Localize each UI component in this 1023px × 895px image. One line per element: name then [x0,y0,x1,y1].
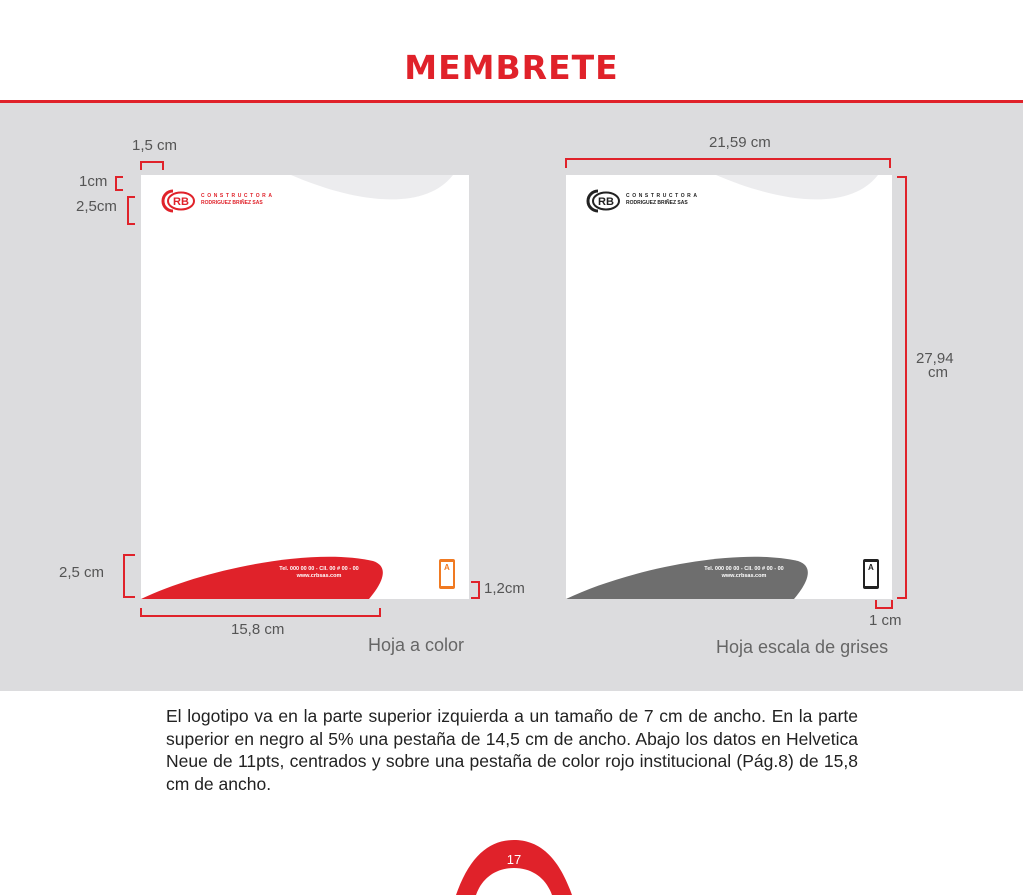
logo-line-2: RODRIGUEZ BRIÑEZ SAS [626,200,688,206]
page-number: 17 [506,852,522,867]
badge-letter: A [444,563,450,572]
footer-contact-line-2: www.crbsas.com [721,573,767,579]
caption-color-sheet: Hoja a color [368,635,465,655]
footer-contact-line-1: Tel. 000 00 00 - Cll. 00 # 00 - 00 [279,566,359,572]
dim-logo-height: 2,5cm [76,198,117,215]
dim-footer-height: 2,5 cm [59,564,105,581]
dim-sheet-width: 21,59 cm [709,134,771,151]
dim-margin-left: 1,5 cm [132,137,178,154]
logo-line-2: RODRIGUEZ BRIÑEZ SAS [201,200,263,206]
dim-badge-height: 1,2cm [484,580,525,597]
page-title: MEMBRETE [404,48,619,87]
dim-footer-width: 15,8 cm [231,621,285,638]
footer-contact-line-1: Tel. 000 00 00 - Cll. 00 # 00 - 00 [704,566,784,572]
logo-line-1: CONSTRUCTORA [626,193,700,199]
logo-initials: RB [598,196,614,208]
badge-letter: A [868,563,874,572]
caption-gray-sheet: Hoja escala de grises [716,637,889,657]
dim-margin-top: 1cm [79,173,108,190]
dim-badge-margin: 1 cm [869,612,902,629]
footer-contact-line-2: www.crbsas.com [296,573,342,579]
description-paragraph: El logotipo va en la parte superior izquierda a un tamaño de 7 cm de ancho. En la parte superior en negro al 5% una pestaña de 14,5 cm de ancho. Abajo los datos en Helvetica Neue de 11pts, centrados y sobre una pestaña de color rojo institucional (Pág.8) de 15,8 cm de ancho. [166,706,858,794]
logo-initials: RB [173,196,189,208]
logo-line-1: CONSTRUCTORA [201,193,275,199]
dim-sheet-height-unit: cm [928,364,948,381]
dim-sheet-height-value: 27,94 [916,350,954,367]
